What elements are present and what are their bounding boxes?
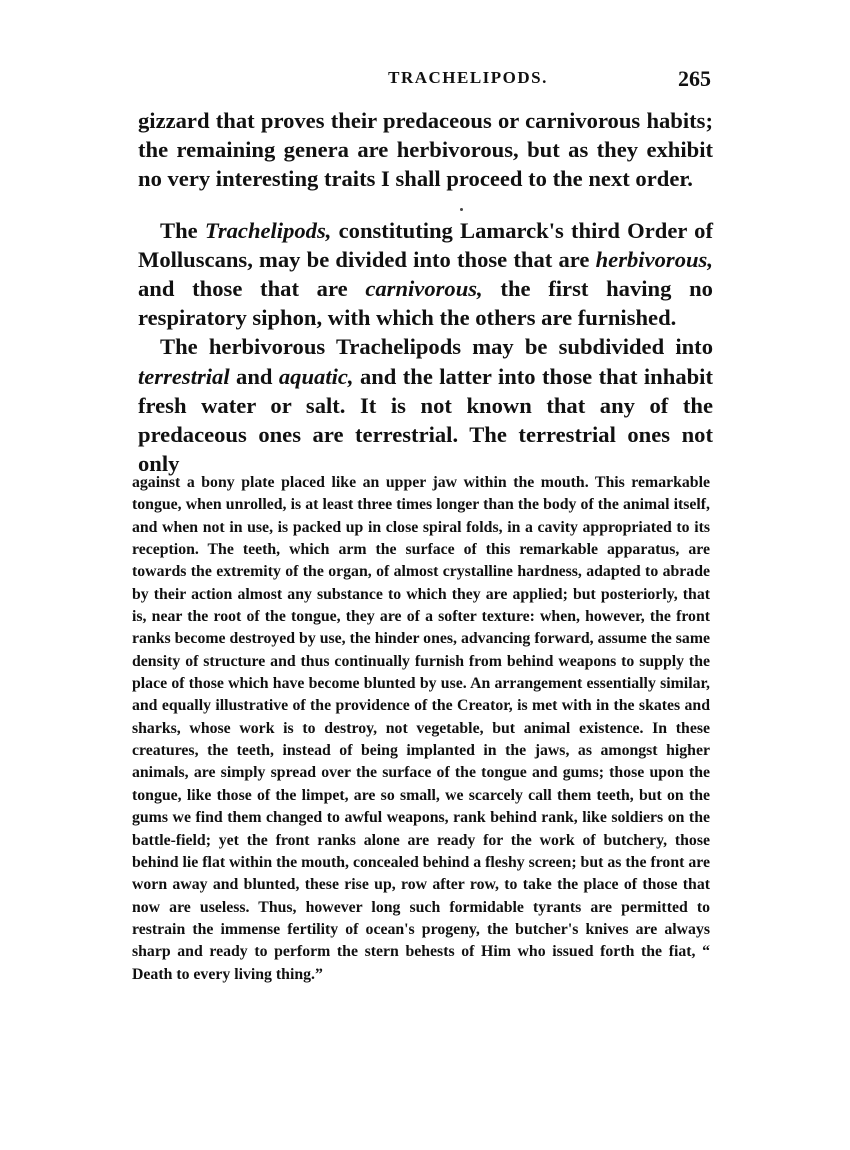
paragraph-2-text: constituting Lamarck's third Order of Molluscans, may be divided into those that are bbox=[138, 217, 713, 272]
footnote: against a bony plate placed like an upper jaw within the mouth. This remarkable tongue, when unrolled, is at least three times longer than the body of the animal itself, and when not in use, is packed up in close spiral folds, in a cavity appropriated to its reception. The teeth, which arm the surface of this remarkable apparatus, are towards the extremity of the organ, of almost crystalline hardness, adapted to abrade by their action almost any substance to which they are applied; but posteriorly, that is, near the root of the tongue, they are of a softer texture: when, however, the front ranks become destroyed by use, the hinder ones, advancing forward, assume the same density of structure and thus continually furnish from behind weapons to supply the place of those which have become blunted by use. An arrangement essentially similar, and equally illustrative of the providence of the Creator, is met with in the skates and sharks, whose work is to destroy, not vegetable, but animal existence. In these creatures, the teeth, instead of being implanted in the jaws, as amongst higher animals, are simply spread over the surface of the tongue and gums; those upon the tongue, like those of the limpet, are so small, we scarcely call them teeth, but on the gums we find them changed to awful weapons, rank behind rank, like soldiers on the battle-field; yet the front ranks alone are ready for the work of butchery, those behind lie flat within the mouth, concealed behind a fleshy screen; but as the front are worn away and blunted, these rise up, row after row, to take the place of those that now are useless. Thus, however long such formidable tyrants are permitted to restrain the immense fertility of ocean's progeny, the butcher's knives are always sharp and ready to perform the stern behests of Him who issued forth the fiat, “ Death to every living thing.” bbox=[132, 474, 710, 983]
paragraph-2 bbox=[138, 216, 713, 333]
paragraph-3-text: The herbivorous Trachelipods may be subdivided into bbox=[160, 334, 713, 360]
paragraph-1: gizzard that proves their predaceous or carnivorous habits; the remaining genera are herbivorous, but as they exhibit no very interesting traits I shall proceed to the next order. bbox=[138, 108, 713, 192]
paragraph-2-text: The bbox=[160, 217, 205, 243]
section-break-dot bbox=[460, 208, 463, 211]
paragraph-2-text: the first having no respiratory siphon, with which the others are furnished. bbox=[138, 276, 713, 331]
running-title: TRACHELIPODS. bbox=[388, 68, 548, 87]
paragraph-3-text: and the latter into those that inhabit fresh water or salt. It is not known that any of the predaceous ones are terrestrial. The terrestrial ones not only bbox=[138, 363, 713, 477]
paragraph-3-text: and bbox=[229, 363, 279, 389]
paragraph-3 bbox=[138, 332, 713, 478]
term-aquatic: aquatic, bbox=[278, 363, 354, 389]
term-terrestrial: terrestrial bbox=[138, 363, 230, 389]
body-text bbox=[138, 106, 713, 478]
paragraph-2-text: and those that are bbox=[138, 276, 366, 302]
running-head bbox=[138, 66, 713, 96]
term-herbivorous: herbivorous, bbox=[595, 246, 713, 272]
page-number: 265 bbox=[678, 66, 711, 91]
term-carnivorous: carnivorous, bbox=[365, 276, 483, 302]
term-trachelipods: Trachelipods, bbox=[204, 217, 332, 243]
